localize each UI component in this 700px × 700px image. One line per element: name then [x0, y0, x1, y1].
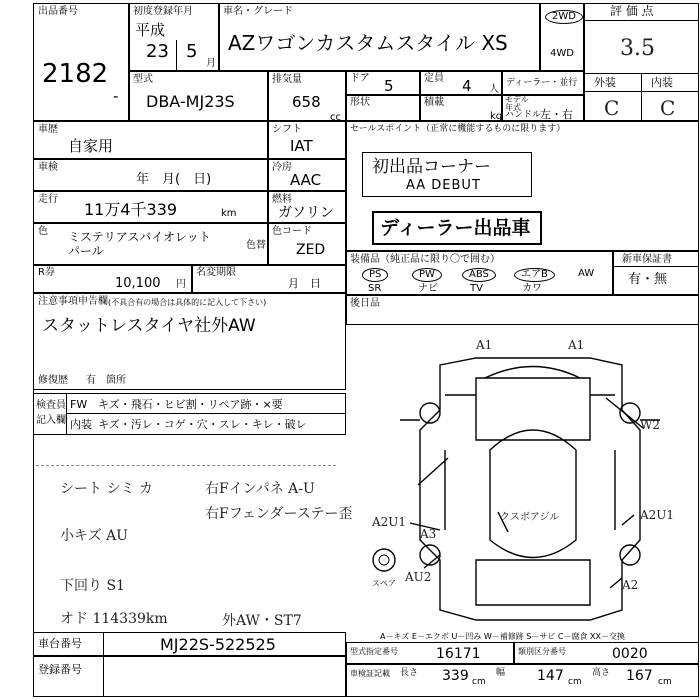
height-value: 167 — [626, 668, 653, 684]
spare-label: スペア — [372, 579, 396, 588]
interior-inspect-label: 内装 — [70, 418, 92, 431]
damage-a1-right: A1 — [568, 338, 585, 352]
color-swap-label: 色替 — [246, 240, 266, 251]
spare-tire-icon — [373, 549, 395, 571]
permit-value: 月 日 — [288, 277, 321, 290]
drive-2wd-circled: 2WD — [545, 10, 583, 24]
dealer-label: ディーラー・並行 — [506, 78, 578, 88]
width-unit: cm — [568, 677, 582, 687]
equipment-item: ナビ — [418, 283, 438, 294]
equipment-label: 装備品（純正品に限り〇で囲む） — [350, 254, 500, 265]
lot-label: 出品番号 — [38, 6, 78, 17]
car-name: AZワゴンカスタムスタイル XS — [228, 31, 508, 55]
yen-unit: 円 — [176, 279, 186, 290]
damage-au2: AU2 — [405, 570, 432, 584]
recycle-label: R券 — [38, 267, 55, 278]
remark-left-1: シート シミ カ — [60, 481, 153, 497]
lot-suffix: - — [113, 87, 119, 105]
load-label: 積載 — [424, 97, 444, 108]
km-unit: km — [221, 208, 237, 219]
model-label: 型式 — [133, 74, 153, 85]
remark-left-2: 小キズ AU — [60, 528, 129, 544]
equipment-item-circled: ABS — [462, 268, 496, 282]
color-code-label: 色コード — [272, 226, 312, 237]
equipment-item-circled: PW — [412, 268, 442, 282]
reg-year: 23 — [146, 41, 169, 62]
permit-label: 名変期限 — [196, 267, 236, 278]
interior-label: 内装 — [651, 76, 673, 89]
height-label: 高さ — [592, 668, 611, 678]
history-label: 車歴 — [38, 124, 58, 135]
equipment-item-circled: エアB — [514, 268, 555, 282]
remark-left-3: 下回り S1 — [60, 578, 125, 594]
displacement-label: 排気量 — [272, 74, 302, 85]
kg-unit: kg — [490, 111, 503, 122]
width-label: 幅 — [496, 668, 506, 678]
model-year-label: モデル年式 — [505, 95, 529, 112]
color-label: 色 — [38, 226, 48, 237]
damage-a2: A2 — [622, 578, 639, 592]
displacement-value: 658 — [292, 93, 321, 111]
doors-label: ドア — [350, 73, 370, 84]
category-label: 類別区分番号 — [518, 647, 566, 656]
repair-value: 有 箇所 — [86, 375, 126, 386]
damage-a2u1-right: A2U1 — [640, 508, 675, 522]
notes-label: 注意事項申告欄 — [38, 296, 108, 307]
first-corner: 初出品コーナー — [372, 157, 491, 177]
designation-label: 型式指定番号 — [350, 647, 398, 656]
score-label: 評 価 点 — [610, 4, 654, 18]
width-value: 147 — [537, 668, 564, 684]
inspection-label: 車検 — [38, 162, 58, 173]
interior-inspect-items: キズ・汚レ・コゲ・穴・スレ・キレ・破レ — [98, 418, 307, 431]
drive-4wd: 4WD — [550, 48, 574, 59]
damage-a2u1-left: A2U1 — [372, 515, 407, 529]
recycle-value: 10,100 — [115, 276, 161, 291]
inspector-label-1: 検査員 — [36, 400, 66, 411]
chassis-value: MJ22S-522525 — [160, 635, 276, 654]
fuel-value: ガソリン — [278, 205, 334, 221]
equipment-item-circled: PS — [362, 268, 388, 282]
length-unit: cm — [472, 677, 486, 687]
spare-tire-hub-icon — [379, 555, 389, 565]
shift-value: IAT — [290, 137, 313, 155]
history-value: 自家用 — [68, 137, 114, 155]
month-unit: 月 — [206, 58, 216, 69]
aa-debut: AA DEBUT — [406, 178, 481, 193]
remark-left-5: 外AW・ST7 — [222, 613, 302, 629]
inspection-value: 年 月( 日) — [136, 172, 212, 187]
height-unit: cm — [658, 677, 672, 687]
notes-content: スタットレスタイヤ社外AW — [42, 316, 256, 336]
dealer-stamp-text: ディーラー出品車 — [380, 217, 531, 239]
selling-point-label: セールスポイント（正常に機能するものに限ります） — [350, 124, 566, 134]
remark-right-2: 右Fフェンダーステー歪 — [205, 506, 353, 522]
inspector-label-2: 記入欄 — [36, 415, 66, 426]
lot-number: 2182 — [42, 59, 109, 89]
capacity-label: 定員 — [424, 73, 444, 84]
era: 平成 — [135, 21, 166, 39]
cert-label: 車検証記載 — [350, 669, 390, 678]
exterior-label: 外装 — [594, 76, 616, 89]
capacity-unit: 人 — [489, 84, 499, 95]
exterior-grade: C — [604, 96, 620, 120]
new-car-warranty-label: 新車保証書 — [622, 254, 672, 265]
name-label: 車名・グレード — [223, 6, 293, 17]
notes-sub: (不具合有の場合は具体的に記入して下さい) — [108, 298, 267, 307]
equipment-item: SR — [368, 283, 382, 294]
warranty-value: 有・無 — [628, 272, 668, 287]
interior-grade: C — [660, 96, 676, 120]
damage-a3: A3 — [420, 527, 437, 541]
remark-right-1: 右Fインパネ A-U — [205, 481, 315, 497]
shift-label: シフト — [272, 124, 302, 135]
damage-legend: A－キズ E－エクボ U－凹み W－補修跡 S－サビ C－腐食 XX－交換 — [380, 632, 626, 641]
designation-value: 16171 — [436, 646, 481, 662]
fw-items: キズ・飛石・ヒビ割・リペア跡・×要 — [98, 398, 283, 411]
model-value: DBA-MJ23S — [146, 92, 235, 111]
color-code-value: ZED — [296, 242, 326, 258]
handle-value: 左・右 — [540, 108, 573, 121]
length-value: 339 — [442, 668, 469, 684]
mileage-label: 走行 — [38, 194, 58, 205]
doors-value: 5 — [384, 77, 394, 95]
shape-label: 形状 — [350, 97, 370, 108]
fw-label: FW — [70, 398, 88, 411]
equipment-item: カワ — [522, 283, 542, 294]
cc-unit: cc — [330, 112, 341, 123]
color-value: ミステリアスバイオレット パール — [68, 230, 211, 258]
damage-w2: W2 — [640, 418, 660, 432]
chassis-label: 車台番号 — [38, 637, 82, 650]
score-value: 3.5 — [620, 36, 655, 61]
fuel-label: 燃料 — [272, 194, 292, 205]
remark-left-4: オド 114339km — [60, 611, 168, 627]
damage-a1-left: A1 — [476, 338, 493, 352]
ac-value: AAC — [290, 171, 322, 189]
capacity-value: 4 — [462, 77, 472, 95]
equipment-item: TV — [470, 283, 483, 294]
category-value: 0020 — [612, 646, 648, 662]
damage-clip-note: クスボアジル — [500, 512, 560, 523]
repair-label: 修復歴 — [38, 375, 68, 386]
ac-label: 冷房 — [272, 162, 292, 173]
mileage-value: 11万4千339 — [84, 200, 178, 219]
reg-month: 5 — [186, 41, 198, 62]
first-reg-label: 初度登録年月 — [133, 6, 193, 17]
equipment-item: AW — [578, 268, 595, 279]
handle-label: ハンドル — [505, 110, 542, 120]
reg-label: 登録番号 — [38, 663, 82, 676]
rear-items-label: 後日品 — [350, 298, 380, 309]
length-label: 長さ — [400, 668, 419, 678]
